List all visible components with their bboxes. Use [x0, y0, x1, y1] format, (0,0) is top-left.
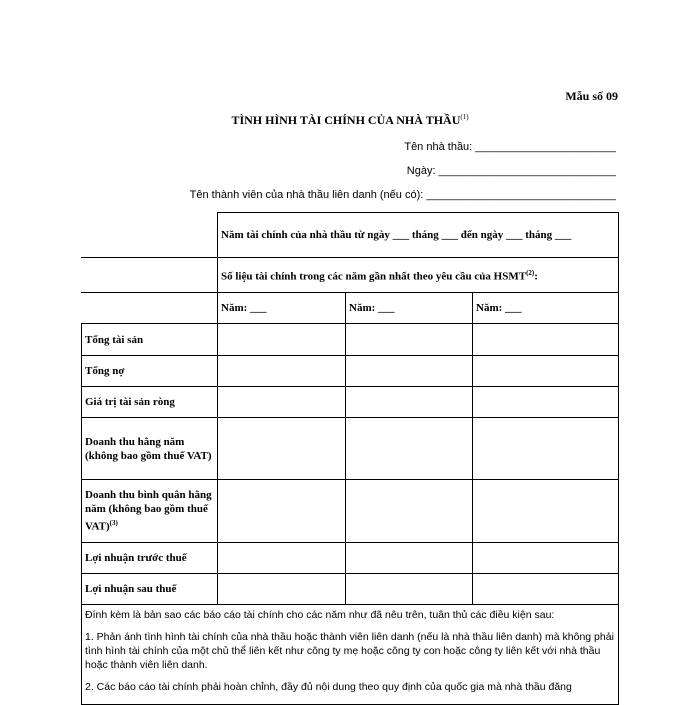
table-row: [82, 324, 619, 356]
value-cell[interactable]: [218, 324, 346, 356]
value-cell[interactable]: [346, 574, 473, 605]
row-label-annual-revenue: Doanh thu hằng năm (không bao gồm thuế VAT): [82, 418, 218, 480]
condition-2: 2. Các báo cáo tài chính phải hoàn chỉnh, đầy đủ nội dung theo quy định của quốc gia mà nhà thầu đăng: [85, 680, 572, 693]
condition-1: 1. Phản ánh tình hình tài chính của nhà thầu hoặc thành viên liên danh (nếu là nhà thầu liên danh) mà không phải tình hình tài chính của một chủ thể liên kết như công ty mẹ hoặc công ty con hoặc công ty liên kết với nhà thầu hoặc thành viên liên danh.: [85, 630, 614, 671]
row-label-net-worth: Giá trị tài sản ròng: [82, 387, 218, 418]
row-label-profit-before-tax: Lợi nhuận trước thuế: [82, 543, 218, 574]
value-cell[interactable]: [473, 543, 619, 574]
year-header-3: Năm: ___: [473, 293, 619, 324]
contractor-name-line: Tên nhà thầu: _______________________: [404, 141, 616, 153]
financial-data-header-text: Số liệu tài chính trong các năm gần nhất theo yêu cầu của HSMT: [221, 270, 527, 283]
value-cell[interactable]: [218, 387, 346, 418]
table-row: [82, 418, 619, 480]
blank-corner: [82, 293, 218, 324]
table-row: [82, 480, 619, 543]
attachment-note: [82, 605, 619, 705]
average-revenue-footnote: (3): [109, 519, 118, 528]
form-number: Mẫu số 09: [565, 89, 618, 103]
table-row: [82, 543, 619, 574]
fiscal-period-header: Năm tài chính của nhà thầu từ ngày ___ tháng ___ đến ngày ___ tháng ___: [218, 213, 619, 258]
value-cell[interactable]: [346, 356, 473, 387]
form-title-text: TÌNH HÌNH TÀI CHÍNH CỦA NHÀ THẦU: [231, 113, 461, 127]
financial-data-header-footnote: (2): [526, 269, 535, 278]
table-row: [82, 356, 619, 387]
year-header-2: Năm: ___: [346, 293, 473, 324]
attachment-intro: Đính kèm là bản sao các báo cáo tài chính cho các năm như đã nêu trên, tuân thủ các điều kiện sau:: [85, 608, 555, 621]
title-footnote: (1): [460, 113, 469, 121]
blank-corner: [82, 213, 218, 258]
value-cell[interactable]: [473, 324, 619, 356]
value-cell[interactable]: [218, 480, 346, 543]
financial-data-header: [218, 258, 619, 293]
row-label-profit-after-tax: Lợi nhuận sau thuế: [82, 574, 218, 605]
financial-data-header-colon: :: [534, 270, 538, 283]
value-cell[interactable]: [473, 480, 619, 543]
row-label-total-assets: Tổng tài sản: [82, 324, 218, 356]
value-cell[interactable]: [346, 324, 473, 356]
table-row: [82, 574, 619, 605]
table-row: [82, 387, 619, 418]
value-cell[interactable]: [218, 574, 346, 605]
value-cell[interactable]: [218, 356, 346, 387]
blank-corner: [82, 258, 218, 293]
value-cell[interactable]: [218, 418, 346, 480]
row-label-average-annual-revenue: [82, 480, 218, 543]
value-cell[interactable]: [346, 543, 473, 574]
value-cell[interactable]: [346, 480, 473, 543]
value-cell[interactable]: [473, 418, 619, 480]
average-revenue-text: Doanh thu bình quân hằng năm (không bao gồm thuế VAT): [85, 489, 212, 533]
value-cell[interactable]: [218, 543, 346, 574]
form-title: [0, 113, 700, 128]
value-cell[interactable]: [473, 574, 619, 605]
date-line: Ngày: _____________________________: [406, 165, 616, 177]
year-header-1: Năm: ___: [218, 293, 346, 324]
joint-venture-member-line: Tên thành viên của nhà thầu liên danh (nếu có): _______________________________: [189, 189, 616, 201]
value-cell[interactable]: [473, 356, 619, 387]
value-cell[interactable]: [473, 387, 619, 418]
row-label-total-liabilities: Tổng nợ: [82, 356, 218, 387]
value-cell[interactable]: [346, 387, 473, 418]
value-cell[interactable]: [346, 418, 473, 480]
financial-table: [81, 212, 619, 705]
